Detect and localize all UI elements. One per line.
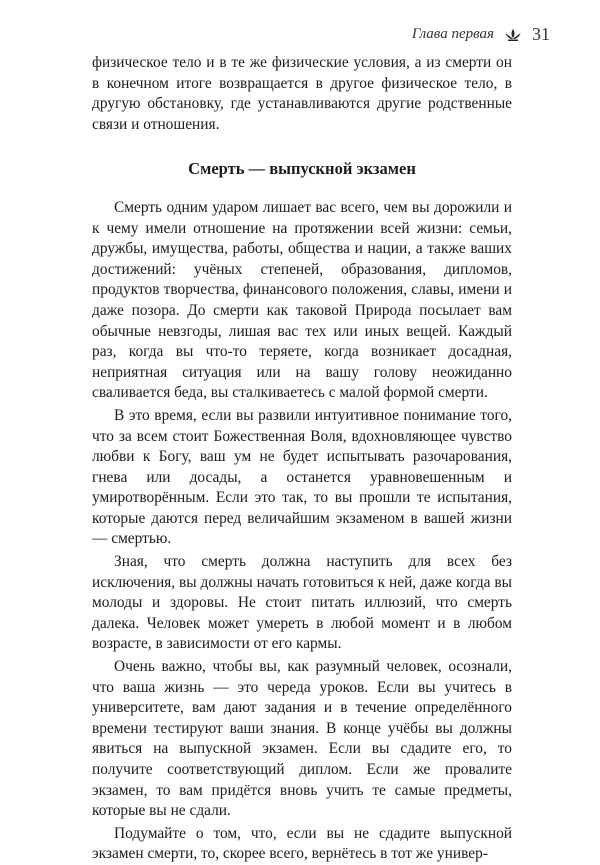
section-heading: Смерть — выпускной экзамен — [188, 159, 416, 179]
paragraph: Очень важно, чтобы вы, как разумный человек, осознали, что ваша жизнь — это череда уроков. Если вы учитесь в университете, вам дают задания и в течение определённого времени тестируют ваши знания. В конце учёбы вы должны явиться на выпускной экзамен. Если вы сдадите его, то получите соответствующий диплом. Если же провалите экзамен, то вам придётся вновь учить те самые предметы, которые вы не сдали. — [92, 658, 512, 820]
paragraph: Подумайте о том, что, если вы не сдадите выпускной экзамен смерти, то, скорее всего, вернётесь в тот же универ- — [92, 824, 512, 863]
chapter-title: Глава первая — [411, 26, 494, 42]
page-number: 31 — [532, 24, 550, 44]
lotus-icon — [504, 28, 522, 42]
body-text — [92, 53, 512, 865]
running-header — [412, 24, 550, 45]
paragraph: Зная, что смерть должна наступить для всех без исключения, вы должны начать готовиться к ней, даже когда вы молоды и здоровы. Не стоит питать иллюзий, что смерть далека. Человек может умереть в любой момент и в любом возрасте, в зависимости от его кармы. — [92, 553, 512, 653]
paragraph: В это время, если вы развили интуитивное понимание того, что за всем стоит Божественная Воля, вдохновляющее чувство любви к Богу, ваш ум не будет испытывать разочарования, гнева или досады, а останется уравновешенным и умиротворённым. Если это так, то вы прошли те испытания, которые даются перед величайшим экзаменом в вашей жизни — смертью. — [92, 406, 512, 548]
paragraph: Смерть одним ударом лишает вас всего, чем вы дорожили и к чему имели отношение на протяжении всей жизни: семьи, дружбы, имущества, работы, общества и нации, а также ваших достижений: учёных степеней, образования, дипломов, продуктов творчества, финансового положения, славы, имени и даже позора. До смерти как таковой Природа посылает вам обычные невзгоды, лишая вас тех или иных вещей. Каждый раз, когда вы что-то теряете, когда возникает досадная, неприятная ситуация или на вашу голову неожиданно сваливается беда, вы сталкиваетесь с малой формой смерти. — [92, 198, 512, 402]
paragraph-continuation: физическое тело и в те же физические условия, а из смерти он в конечном итоге возвращается в другое физическое тело, в другую обстановку, где устанавливаются другие родственные связи и отношения. — [92, 54, 512, 133]
